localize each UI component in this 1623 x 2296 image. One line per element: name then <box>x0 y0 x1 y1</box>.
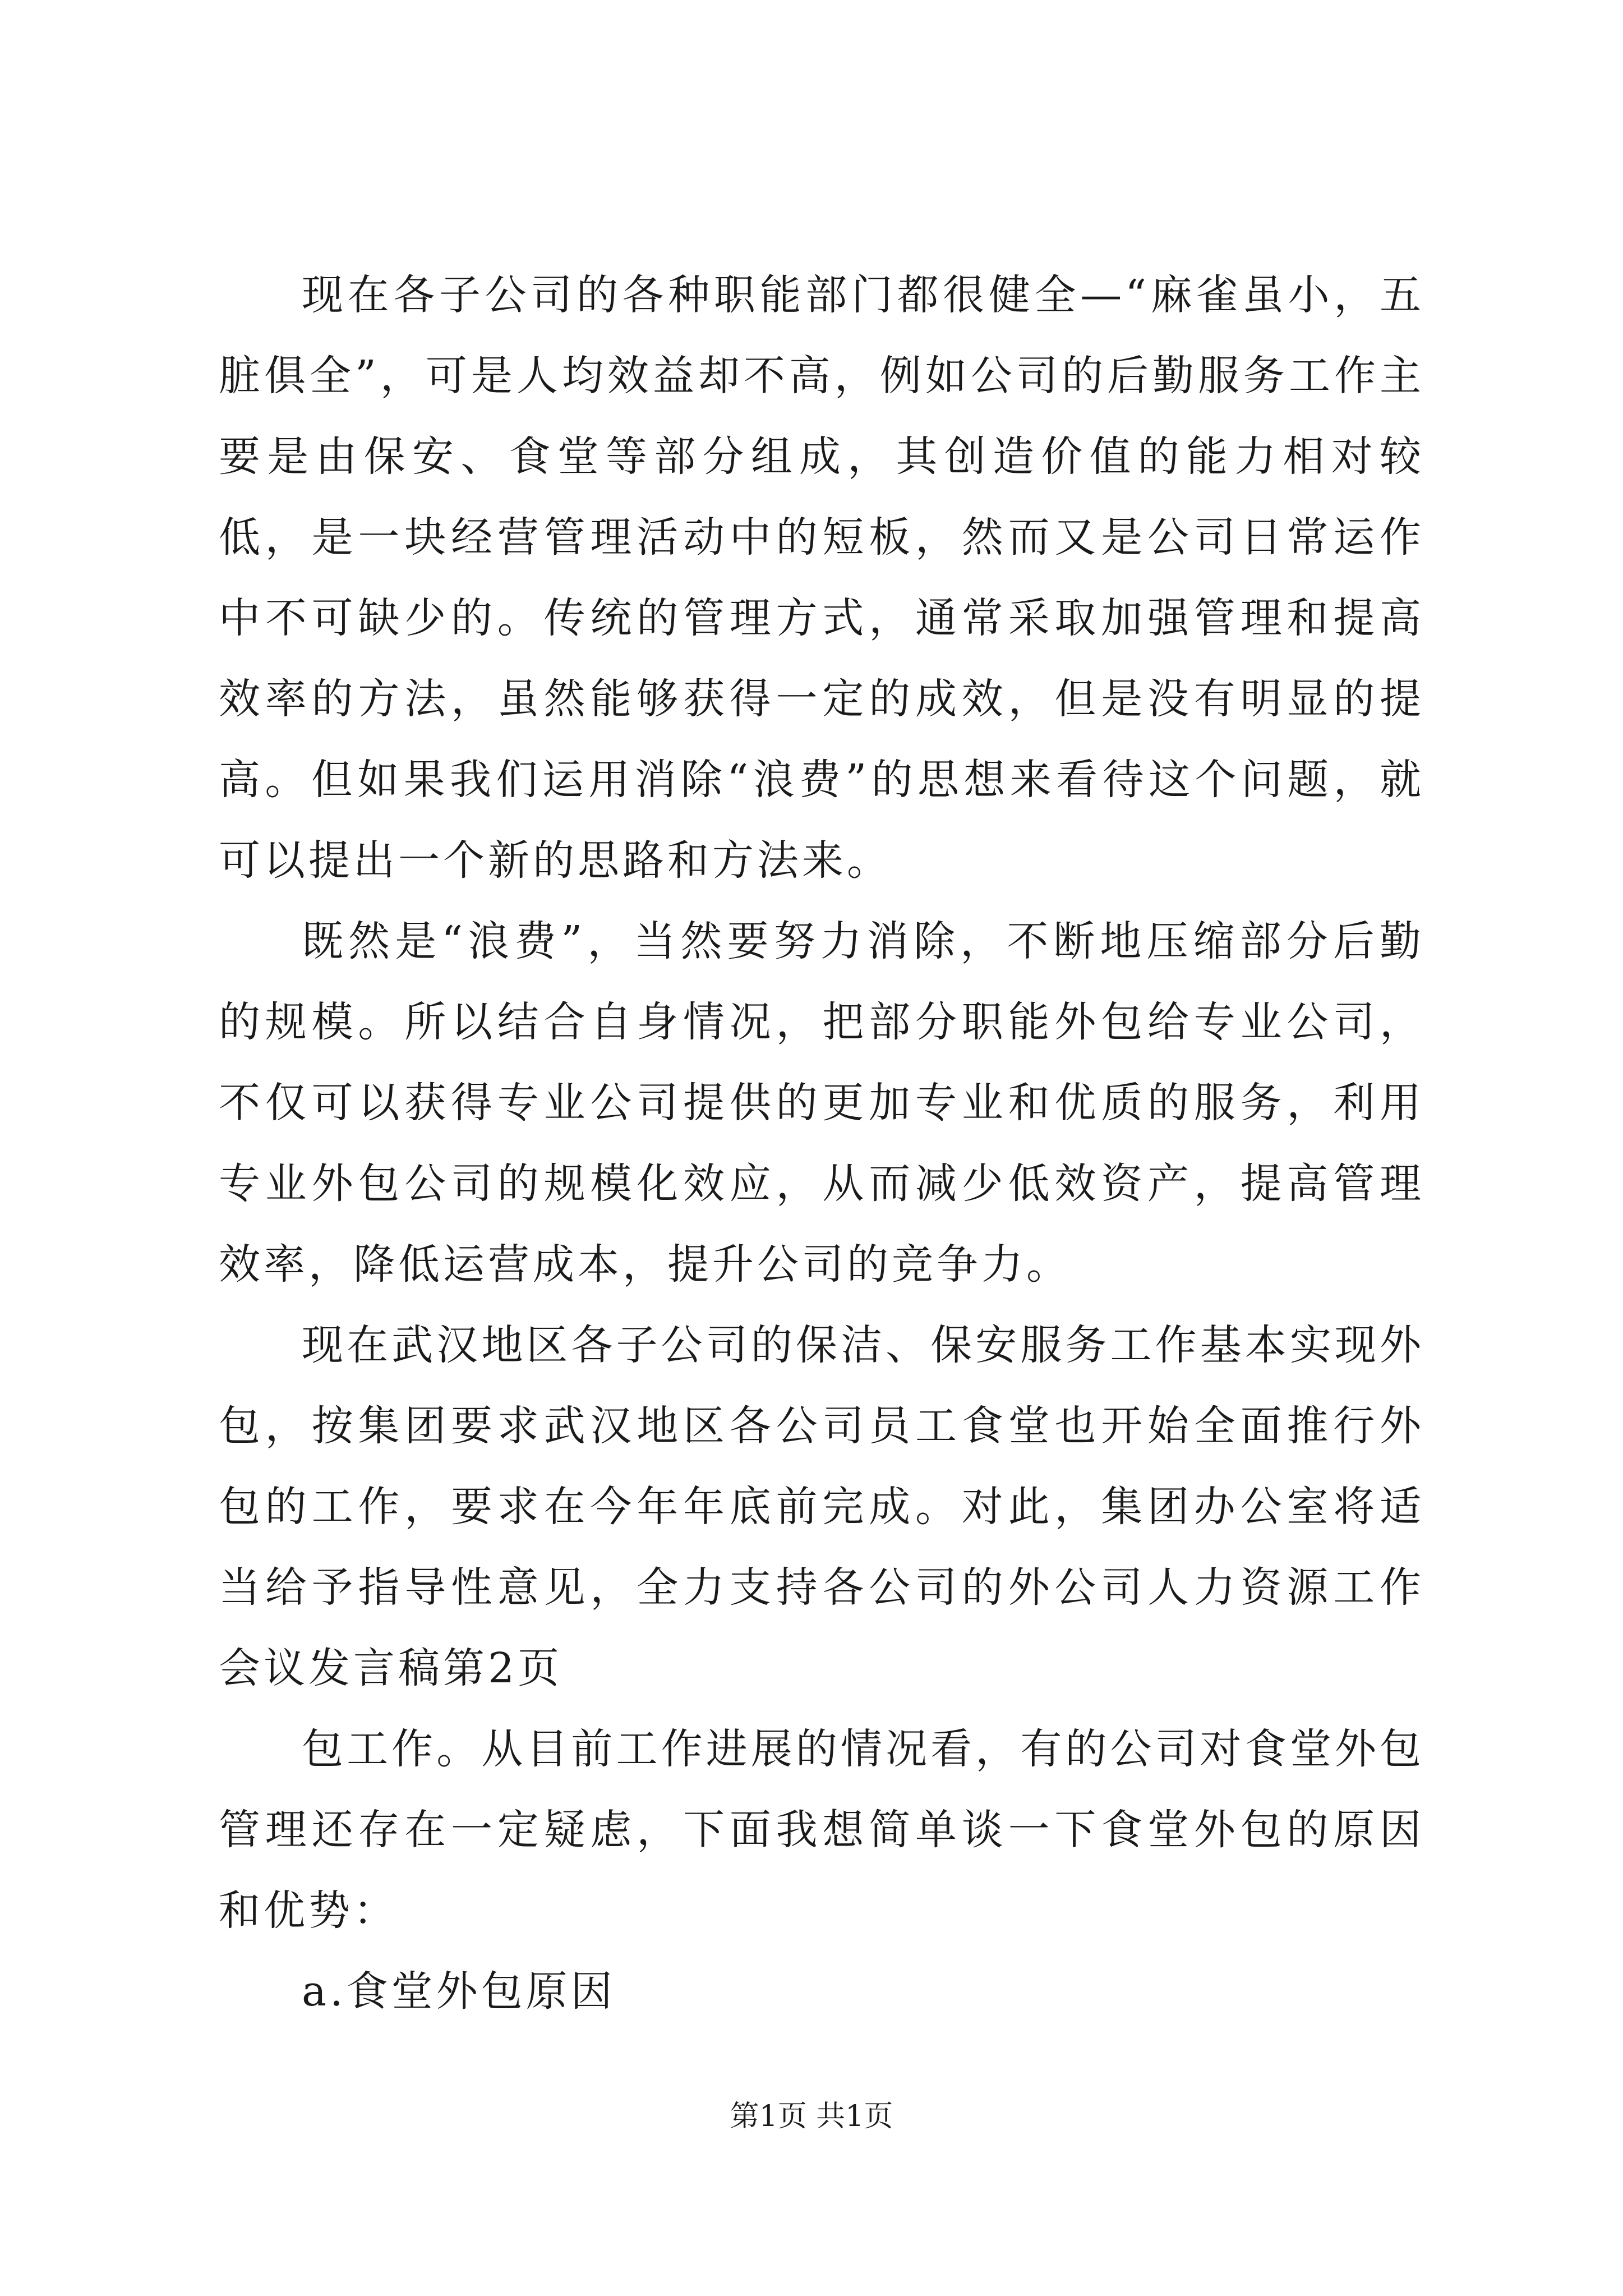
paragraph-4: 包工作。从目前工作进展的情况看，有的公司对食堂外包管理还存在一定疑虑，下面我想简单谈一下食堂外包的原因和优势： <box>219 1725 1424 1935</box>
paragraph-2: 既然是“浪费”，当然要努力消除，不断地压缩部分后勤的规模。所以结合自身情况，把部分职能外包给专业公司，不仅可以获得专业公司提供的更加专业和优质的服务，利用专业外包公司的规模化效应，从而减少低效资产，提高管理效率，降低运营成本，提升公司的竞争力。 <box>219 917 1424 1289</box>
paragraph-1: 现在各子公司的各种职能部门都很健全—“麻雀虽小，五脏俱全”，可是人均效益却不高，例如公司的后勤服务工作主要是由保安、食堂等部分组成，其创造价值的能力相对较低，是一块经营管理活动中的短板，然而又是公司日常运作中不可缺少的。传统的管理方式，通常采取加强管理和提高效率的方法，虽然能够获得一定的成效，但是没有明显的提高。但如果我们运用消除“浪费”的思想来看待这个问题，就可以提出一个新的思路和方法来。 <box>219 271 1424 885</box>
document-body <box>219 255 1424 2032</box>
page-footer: 第1页 共1页 <box>730 2100 893 2133</box>
paragraph-5: a.食堂外包原因 <box>302 1967 616 2016</box>
paragraph-3: 现在武汉地区各子公司的保洁、保安服务工作基本实现外包，按集团要求武汉地区各公司员工食堂也开始全面推行外包的工作，要求在今年年底前完成。对此，集团办公室将适当给予指导性意见，全力支持各公司的外公司人力资源工作会议发言稿第2页 <box>219 1321 1424 1692</box>
